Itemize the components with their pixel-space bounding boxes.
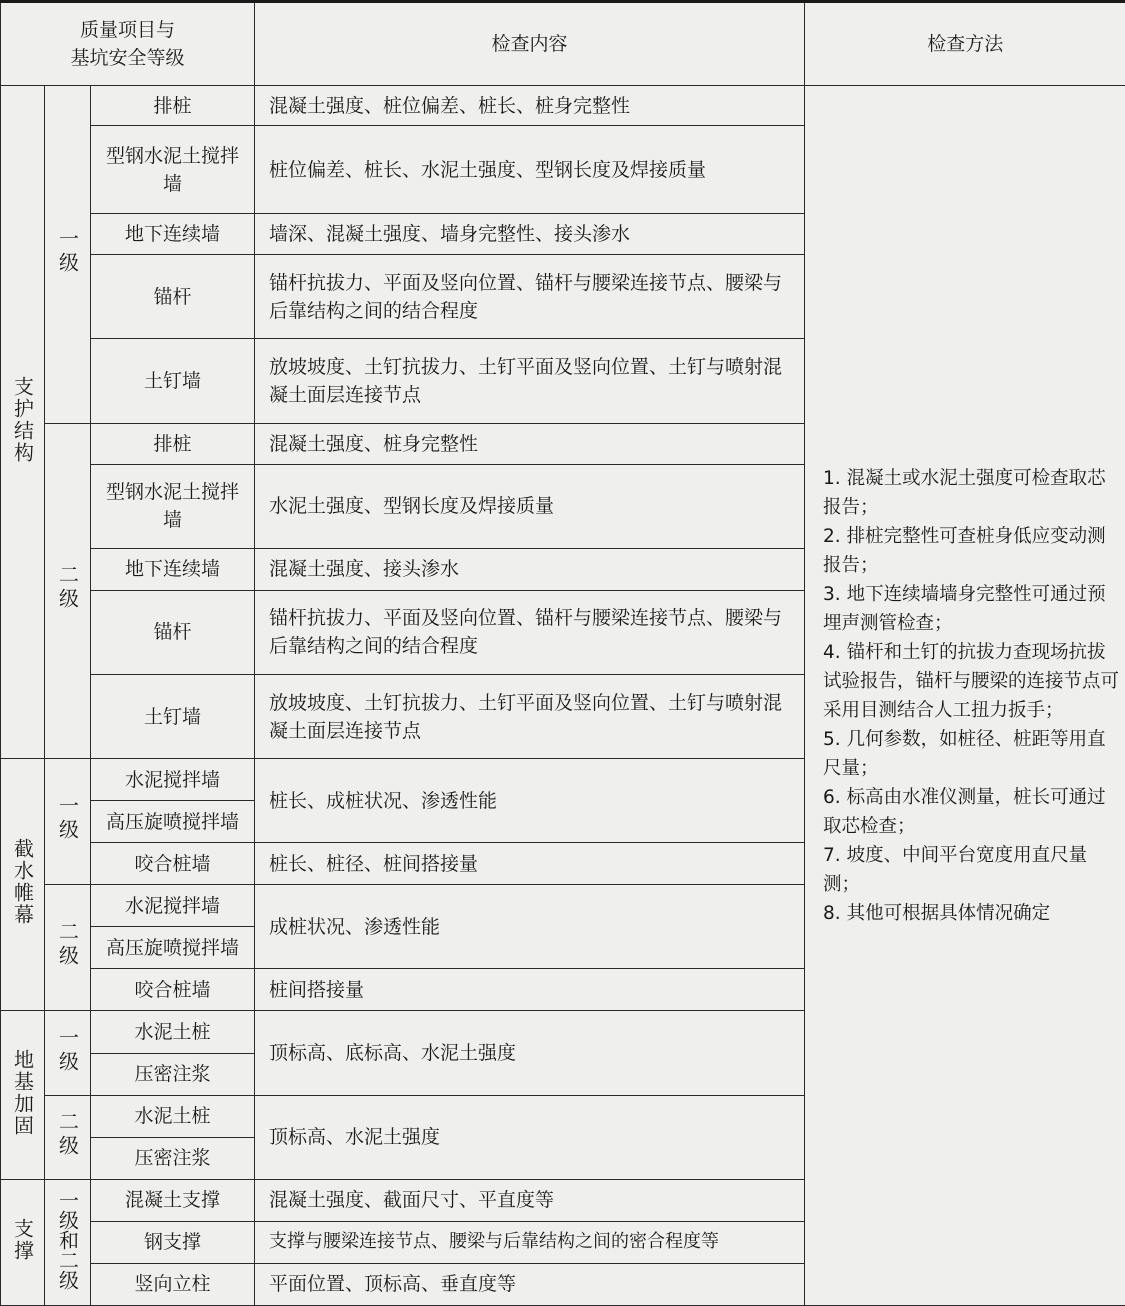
method-item: 4. 锚杆和土钉的抗拔力查现场抗拔试验报告，锚杆与腰梁的连接节点可采用目测结合人工扭力扳手； <box>823 641 1120 721</box>
method-item: 3. 地下连续墙墙身完整性可通过预埋声测管检查； <box>823 583 1106 634</box>
item-cell: 咬合桩墙 <box>91 843 255 885</box>
content-cell: 桩长、桩径、桩间搭接量 <box>255 843 805 885</box>
content-cell: 顶标高、水泥土强度 <box>255 1095 805 1179</box>
group-cutoff-label: 截水帷幕 <box>10 838 35 927</box>
content-cell: 混凝土强度、桩身完整性 <box>255 423 805 464</box>
header-quality-item-line2: 基坑安全等级 <box>70 47 185 70</box>
method-item: 5. 几何参数，如桩径、桩距等用直尺量； <box>823 728 1106 779</box>
method-item: 2. 排桩完整性可查桩身低应变动测报告； <box>823 525 1106 576</box>
content-cell: 混凝土强度、截面尺寸、平直度等 <box>255 1179 805 1221</box>
level-one-two-bracing <box>45 1179 91 1305</box>
level-one-foundation <box>45 1011 91 1095</box>
method-item: 6. 标高由水准仪测量，桩长可通过取芯检查； <box>823 786 1106 837</box>
level-one-support <box>45 86 91 423</box>
level-label: 二级 <box>55 564 80 613</box>
group-support-label: 支护结构 <box>10 375 35 464</box>
item-cell: 水泥搅拌墙 <box>91 759 255 801</box>
content-cell: 墙深、混凝土强度、墙身完整性、接头渗水 <box>255 214 805 255</box>
item-cell: 压密注浆 <box>91 1137 255 1179</box>
level-label: 二级 <box>55 921 80 970</box>
item-cell: 土钉墙 <box>91 674 255 758</box>
item-cell: 水泥土桩 <box>91 1095 255 1137</box>
content-cell: 放坡坡度、土钉抗拔力、土钉平面及竖向位置、土钉与喷射混凝土面层连接节点 <box>255 674 805 758</box>
content-cell: 锚杆抗拔力、平面及竖向位置、锚杆与腰梁连接节点、腰梁与后靠结构之间的结合程度 <box>255 255 805 339</box>
level-label: 二级 <box>55 1110 80 1159</box>
group-bracing-label: 支撑 <box>10 1217 35 1262</box>
item-cell: 排桩 <box>91 86 255 126</box>
item-cell: 型钢水泥土搅拌墙 <box>91 126 255 214</box>
content-cell: 水泥土强度、型钢长度及焊接质量 <box>255 464 805 548</box>
group-cutoff-curtain <box>1 759 45 1011</box>
item-cell: 高压旋喷搅拌墙 <box>91 801 255 843</box>
method-item: 8. 其他可根据具体情况确定 <box>823 902 1051 924</box>
item-cell: 锚杆 <box>91 255 255 339</box>
item-cell: 地下连续墙 <box>91 548 255 590</box>
content-cell: 锚杆抗拔力、平面及竖向位置、锚杆与腰梁连接节点、腰梁与后靠结构之间的结合程度 <box>255 590 805 674</box>
item-cell: 土钉墙 <box>91 339 255 423</box>
content-cell: 平面位置、顶标高、垂直度等 <box>255 1263 805 1305</box>
group-support-structure <box>1 86 45 759</box>
table-row <box>1 86 1125 126</box>
content-cell: 成桩状况、渗透性能 <box>255 885 805 969</box>
header-quality-item <box>1 2 255 86</box>
item-cell: 压密注浆 <box>91 1053 255 1095</box>
header-inspection-method: 检查方法 <box>805 2 1125 86</box>
level-label: 一级 <box>55 1026 80 1075</box>
item-cell: 排桩 <box>91 423 255 464</box>
content-cell: 桩长、成桩状况、渗透性能 <box>255 759 805 843</box>
group-foundation-reinforcement <box>1 1011 45 1179</box>
level-two-foundation <box>45 1095 91 1179</box>
group-bracing <box>1 1179 45 1305</box>
item-cell: 高压旋喷搅拌墙 <box>91 927 255 969</box>
item-cell: 水泥土桩 <box>91 1011 255 1053</box>
content-cell: 支撑与腰梁连接节点、腰梁与后靠结构之间的密合程度等 <box>255 1221 805 1263</box>
item-cell: 水泥搅拌墙 <box>91 885 255 927</box>
item-cell: 咬合桩墙 <box>91 969 255 1011</box>
group-foundation-label: 地基加固 <box>10 1048 35 1137</box>
item-cell: 型钢水泥土搅拌墙 <box>91 464 255 548</box>
header-inspection-content: 检查内容 <box>255 2 805 86</box>
inspection-methods-cell <box>805 86 1125 1306</box>
content-cell: 混凝土强度、桩位偏差、桩长、桩身完整性 <box>255 86 805 126</box>
method-item: 7. 坡度、中间平台宽度用直尺量测； <box>823 844 1088 895</box>
header-quality-item-line1: 质量项目与 <box>80 19 176 42</box>
level-label: 一级 <box>55 227 80 276</box>
item-cell: 竖向立柱 <box>91 1263 255 1305</box>
content-cell: 放坡坡度、土钉抗拔力、土钉平面及竖向位置、土钉与喷射混凝土面层连接节点 <box>255 339 805 423</box>
level-two-support <box>45 423 91 759</box>
content-cell: 混凝土强度、接头渗水 <box>255 548 805 590</box>
level-label: 一级 <box>55 795 80 844</box>
table-header-row <box>1 2 1125 86</box>
item-cell: 锚杆 <box>91 590 255 674</box>
item-cell: 混凝土支撑 <box>91 1179 255 1221</box>
method-item: 1. 混凝土或水泥土强度可检查取芯报告； <box>823 467 1106 518</box>
level-label: 一级和二级 <box>55 1189 80 1290</box>
level-one-cutoff <box>45 759 91 885</box>
item-cell: 钢支撑 <box>91 1221 255 1263</box>
content-cell: 顶标高、底标高、水泥土强度 <box>255 1011 805 1095</box>
item-cell: 地下连续墙 <box>91 214 255 255</box>
content-cell: 桩间搭接量 <box>255 969 805 1011</box>
content-cell: 桩位偏差、桩长、水泥土强度、型钢长度及焊接质量 <box>255 126 805 214</box>
level-two-cutoff <box>45 885 91 1011</box>
